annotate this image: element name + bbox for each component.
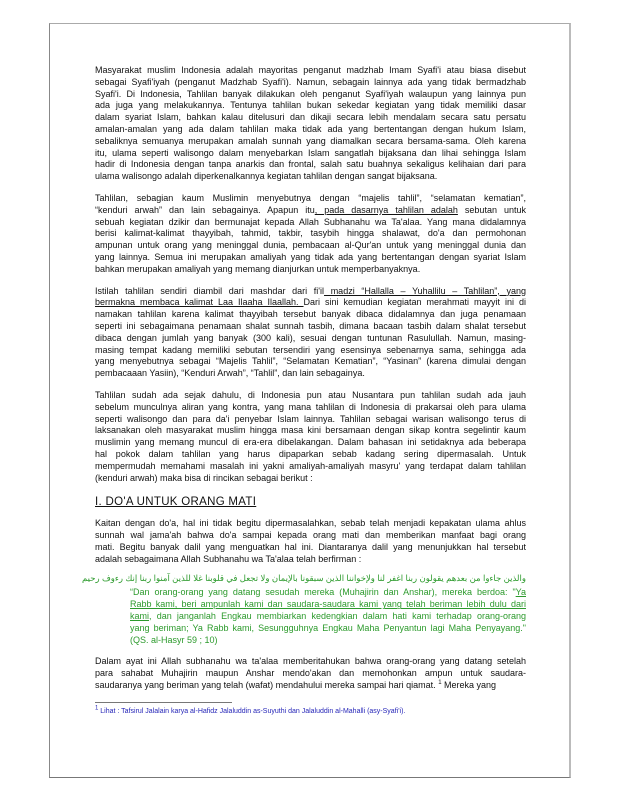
text-line <box>95 286 526 298</box>
text-line: sebaliknya semuanya merupakan amalah sunnah yang diamalkan secara bersama-sama. Oleh karena <box>95 135 526 146</box>
text-line: mati. Begitu banyak dalil yang menguatkan hal ini. Diantaranya dalil yang menunjukkan hal tersebut <box>95 541 526 552</box>
text-line: yang menyebutnya sebagai “Majelis Tahlil”, “Selamatan Kematian”, “Yasinan” (karena dimulai dengan <box>95 356 526 367</box>
text-line <box>95 680 526 692</box>
text-line: berisi kalimat-kalimat thayyibah, tahmid, takbir, tasybih hingga shalawat, do'a dan permohonan <box>95 228 526 239</box>
text-line: Dalam ayat ini Allah subhanahu wa ta'alaa memberitahukan bahwa orang-orang yang datang setelah <box>95 656 526 667</box>
text-line: bahkan merupakan amaliyah yang memang dianjurkan untuk memperbanyaknya. <box>95 263 421 274</box>
text-line: dalam syariat Islam, bahkan kalau ditelusuri dan dikaji secara lebih mendalam secara satu persatu <box>95 112 526 123</box>
arabic-verse: والذين جاءوا من بعدهم يقولون ربنا اغفر لنا ولإخواننا الذين سبقونا بالإيمان ولا تجعل في قلوبنا غلا للذين آمنوا ربنا إنك رءوف رحيم <box>82 573 526 584</box>
underlined-text: bermakna membaca kalimat Laa Ilaaha Ilaallah. <box>95 297 304 308</box>
underlined-text: Ya <box>515 587 526 598</box>
text-line: yang lainnya. Semua ini merupakan amaliyah yang tidak ada yang bertentangan dengan syariat Islam <box>95 251 526 262</box>
text-line: pembacaaan Yasiin), “Kenduri Arwah”, “Tahlil”, dan lain sebagainya. <box>95 368 365 379</box>
paragraph-tahlilan-definition <box>95 193 526 276</box>
text-line: ulama walisongo adalah diperkenalkannya kegiatan tahlilan dengan sangat bijaksana. <box>95 171 438 182</box>
text-line: Syafi'i. Di Indonesia, Tahlilan banyak dilakukan oleh penganut Syafi'iyah walaupun yang lainnya pun <box>95 88 526 99</box>
paragraph-history <box>95 390 526 484</box>
paragraph-explanation <box>95 656 526 691</box>
footnote-reference: 1 <box>438 680 442 687</box>
text-line: seperti ini sebagaimana penamaan shalat sunnah tasbih, dimana bacaan tasbih dalam shalat tersebut <box>95 320 526 331</box>
footnote-divider <box>95 702 232 703</box>
text-line: Tahlilan sudah ada sejak dahulu, di Indonesia pun atau Nusantara pun tahlilan sudah ada jauh <box>95 389 526 400</box>
underlined-text: Rabb kami, beri ampunlah kami dan saudara-saudara kami yang telah beriman lebih dulu dari <box>130 599 526 610</box>
text-segment: Mereka yang <box>441 680 497 691</box>
text-segment: sebutan untuk <box>457 204 526 215</box>
text-line <box>95 297 526 309</box>
text-line: sebuah kegiatan dzikir dan bermunajat kepada Allah Subhanahu wa Ta'alaa. Yang mana didalamnya <box>95 216 526 227</box>
text-line: namakan tahlilan karena kalimat thayyibah tersebut banyak dibaca didalamnya dan juga penamaan <box>95 309 526 320</box>
text-line: ampunan untuk orang yang meninggal dunia, pembacaan al-Qur'an untuk yang meninggal dunia dan <box>95 240 526 251</box>
text-line: seperti walisongo dan para da'i penyebar Islam lainnya. Tahlilan sebagai warisan walisongo terus di <box>95 413 526 424</box>
text-line <box>130 611 526 623</box>
text-line: sebagai Syafi'iyah (penganut Madzhab Syafi'i). Namun, sebagain lainnya ada yang tidak bermadzhab <box>95 76 526 87</box>
text-line: ada juga yang melakukannya. Tentunya tahlilan bukan sekedar kegiatan yang tidak memiliki dasar <box>95 100 526 111</box>
text-line: adalah sebagaimana Allah Subhanahu wa Ta'alaa telah berfirman : <box>95 553 362 564</box>
text-line: mempermudah memahami masalah ini yakni amaliyah-amaliyah masyru' yang terdapat dalam tahlilan <box>95 460 526 471</box>
text-line: yang beriman; Ya Rabb kami, Sesungguhnya Engkau Maha Penyantun lagi Maha Penyayang." <box>130 622 526 633</box>
text-line: hal pokok dalam tahlilan yang harus dipaparkan sebab kadang sering dipermasalah. Untuk <box>95 448 526 459</box>
text-line: laksanakan oleh masyarakat muslim hingga masa kini bersamaan dengan sikap kontra segelintir kaum <box>95 425 526 436</box>
paragraph-intro <box>95 65 526 183</box>
text-line: sunnah wal jama'ah bahwa do'a sampai kepada orang mati dan memberikan manfaat bagi orang <box>95 530 526 541</box>
text-line <box>130 587 526 599</box>
text-line: (QS. al-Hasyr 59 ; 10) <box>130 634 218 645</box>
text-segment: “kenduri arwah” dan lain sebagainya. Apapun itu <box>95 204 315 215</box>
text-line: muslimin yang memang muncul di era-era dibelakangan. Dalam bahasan ini setidaknya ada beberapa <box>95 437 526 448</box>
text-segment: Dari sini kemudian kegiatan merahmati mayyit ini di <box>303 297 526 308</box>
quote-translation <box>130 587 526 646</box>
text-line: Masyarakat muslim Indonesia adalah mayoritas penganut madzhab Imam Syafi'i atau biasa disebut <box>95 65 526 75</box>
text-line: Kaitan dengan do'a, hal ini tidak begitu dipermasalahkan, sebab telah menjadi kepakatan ulama ahlus <box>95 518 526 529</box>
paragraph-doa <box>95 518 526 565</box>
underlined-text: kami <box>130 611 150 622</box>
underlined-text: , pada dasarnya tahlilan adalah <box>314 204 458 215</box>
text-line <box>130 599 526 611</box>
text-line: masing tempat kadang memiliki sebutan tersendiri yang esensinya sebenarnya sama, sehingga ada <box>95 344 526 355</box>
text-line: hadir di Indonesia dengan tanpa anarkis dan frontal, salah satu buahnya sekaligus kelihaian dari para <box>95 159 526 170</box>
text-line: itu, ulama seperti walisongo dalam menyebarkan Islam sangatlah bijaksana dan lihai sehingga Islam <box>95 147 526 158</box>
paragraph-istilah <box>95 286 526 380</box>
page-content <box>82 65 526 717</box>
text-line: Tahlilan, sebagian kaum Muslimin menyebutnya dengan “majelis tahlil”, “selamatan kematian”, <box>95 192 526 203</box>
footnote-text: Lihat : Tafsirul Jalalain karya al-Hafidz Jalaluddin as-Suyuthi dan Jalaluddin al-Mahalli (asy-Syafi'i). <box>98 707 406 715</box>
text-segment: “Dan orang-orang yang datang sesudah mereka (Muhajirin dan Anshar), mereka berdoa: " <box>130 587 516 598</box>
footnote <box>95 707 526 717</box>
text-line: dibaca dengan jumlah yang banyak (300 kali), sesuai dengan tuntunan Rasulullah. Namun, masing- <box>95 332 526 343</box>
text-segment: Istilah tahlilan sendiri diambil dari mashdar dari fi'il <box>95 285 325 296</box>
text-line: amalan-amalan yang ada dalam tahlilan maka tidak ada yang bertentangan dengan hukum Islam, <box>95 123 526 134</box>
underlined-text: madzi “Hallalla – Yuhallilu – Tahlilan”, yang <box>324 285 526 296</box>
text-segment: saudaranya yang beriman yang telah (wafat) mendahului mereka sampai hari qiamat. <box>95 680 439 691</box>
text-line: sebelum munculnya aliran yang kontra, yang mana tahlilan di Indonesia di prakarsai oleh para ulama <box>95 401 526 412</box>
text-line: para sahabat Muhajirin maupun Anshar mendo'akan dan memohonkan ampun untuk saudara- <box>95 668 526 679</box>
text-line <box>95 205 526 217</box>
text-line: (kenduri arwah) maka bisa di rincikan sebagai berikut : <box>95 472 313 483</box>
section-heading: I. DO'A UNTUK ORANG MATI <box>95 496 257 509</box>
text-segment: , dan janganlah Engkau membiarkan kedengkian dalam hati kami terhadap orang-orang <box>149 611 526 622</box>
footnote-mark: 1 <box>95 705 99 712</box>
